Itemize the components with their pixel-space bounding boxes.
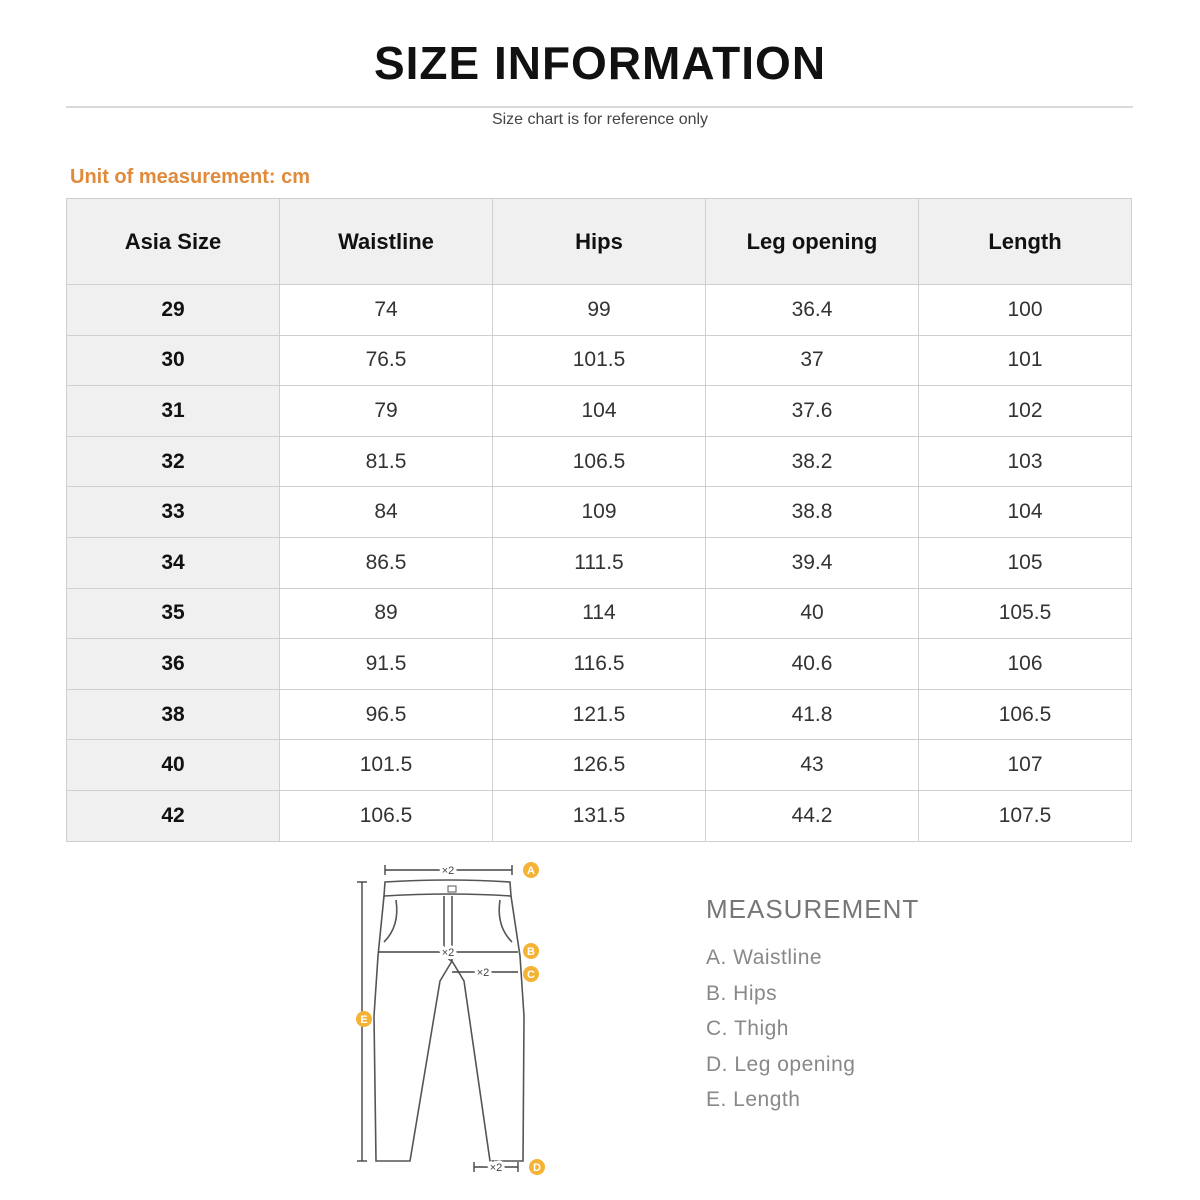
table-cell: 104 (493, 386, 706, 437)
multiplier-label: ×2 (441, 865, 455, 877)
table-cell: 89 (280, 588, 493, 639)
table-row (67, 436, 1132, 487)
table-cell: 41.8 (706, 689, 919, 740)
size-cell: 32 (67, 436, 280, 487)
table-cell: 121.5 (493, 689, 706, 740)
measurement-list (706, 946, 855, 1124)
pants-outline (374, 896, 524, 1161)
table-body (67, 285, 1132, 842)
table-cell: 105.5 (919, 588, 1132, 639)
table-cell: 38.8 (706, 487, 919, 538)
table-cell: 107 (919, 740, 1132, 791)
column-header: Waistline (280, 199, 493, 285)
column-header: Asia Size (67, 199, 280, 285)
size-cell: 42 (67, 790, 280, 841)
marker-letter: B (527, 946, 535, 958)
table-cell: 105 (919, 537, 1132, 588)
table-cell: 43 (706, 740, 919, 791)
table-cell: 106.5 (493, 436, 706, 487)
button-shape (448, 886, 456, 892)
column-header: Leg opening (706, 199, 919, 285)
size-cell: 38 (67, 689, 280, 740)
table-row (67, 335, 1132, 386)
table-row (67, 639, 1132, 690)
pants-diagram (340, 856, 570, 1186)
measurement-item: C. Thigh (706, 1017, 789, 1040)
table-cell: 39.4 (706, 537, 919, 588)
table-row (67, 386, 1132, 437)
table-cell: 76.5 (280, 335, 493, 386)
size-table (66, 198, 1132, 842)
reference-note: Size chart is for reference only (491, 111, 709, 128)
table-row (67, 740, 1132, 791)
marker-letter: C (527, 969, 535, 981)
table-cell: 116.5 (493, 639, 706, 690)
table-cell: 84 (280, 487, 493, 538)
table-cell: 104 (919, 487, 1132, 538)
left-pocket-line (384, 900, 397, 942)
table-cell: 106.5 (280, 790, 493, 841)
column-header: Hips (493, 199, 706, 285)
right-pocket-line (499, 900, 512, 942)
table-cell: 74 (280, 285, 493, 336)
multiplier-label: ×2 (476, 967, 490, 979)
measurement-item: B. Hips (706, 981, 778, 1005)
table-cell: 36.4 (706, 285, 919, 336)
table-row (67, 487, 1132, 538)
table-cell: 114 (493, 588, 706, 639)
multiplier-label: ×2 (441, 947, 455, 959)
table-cell: 86.5 (280, 537, 493, 588)
size-cell: 33 (67, 487, 280, 538)
table-cell: 37 (706, 335, 919, 386)
size-cell: 34 (67, 537, 280, 588)
table-cell: 96.5 (280, 689, 493, 740)
table-cell: 100 (919, 285, 1132, 336)
table-row (67, 790, 1132, 841)
size-cell: 31 (67, 386, 280, 437)
measurement-item: E. Length (706, 1088, 801, 1111)
page-title: SIZE INFORMATION (373, 37, 827, 89)
table-cell: 37.6 (706, 386, 919, 437)
table-row (67, 285, 1132, 336)
table-cell: 44.2 (706, 790, 919, 841)
table-row (67, 689, 1132, 740)
table-cell: 101.5 (493, 335, 706, 386)
size-cell: 40 (67, 740, 280, 791)
multiplier-label: ×2 (489, 1162, 503, 1174)
table-cell: 103 (919, 436, 1132, 487)
column-header: Length (919, 199, 1132, 285)
title-divider (66, 106, 1133, 108)
table-cell: 106 (919, 639, 1132, 690)
size-cell: 29 (67, 285, 280, 336)
table-cell: 40 (706, 588, 919, 639)
table-cell: 91.5 (280, 639, 493, 690)
size-cell: 35 (67, 588, 280, 639)
size-cell: 30 (67, 335, 280, 386)
table-cell: 102 (919, 386, 1132, 437)
table-cell: 99 (493, 285, 706, 336)
table-cell: 81.5 (280, 436, 493, 487)
table-row (67, 537, 1132, 588)
size-cell: 36 (67, 639, 280, 690)
table-cell: 126.5 (493, 740, 706, 791)
measurement-title: MEASUREMENT (706, 894, 920, 924)
table-row (67, 588, 1132, 639)
table-cell: 106.5 (919, 689, 1132, 740)
table-header-row (67, 199, 1132, 285)
measurement-item: A. Waistline (706, 946, 823, 969)
table-cell: 38.2 (706, 436, 919, 487)
measurement-item: D. Leg opening (706, 1052, 856, 1076)
table-cell: 101.5 (280, 740, 493, 791)
marker-letter: D (533, 1162, 541, 1174)
table-cell: 101 (919, 335, 1132, 386)
table-cell: 131.5 (493, 790, 706, 841)
table-cell: 111.5 (493, 537, 706, 588)
table-cell: 107.5 (919, 790, 1132, 841)
table-cell: 40.6 (706, 639, 919, 690)
table-cell: 79 (280, 386, 493, 437)
marker-letter: A (527, 865, 535, 877)
unit-label: Unit of measurement: cm (70, 166, 311, 188)
table-cell: 109 (493, 487, 706, 538)
marker-letter: E (360, 1014, 368, 1026)
